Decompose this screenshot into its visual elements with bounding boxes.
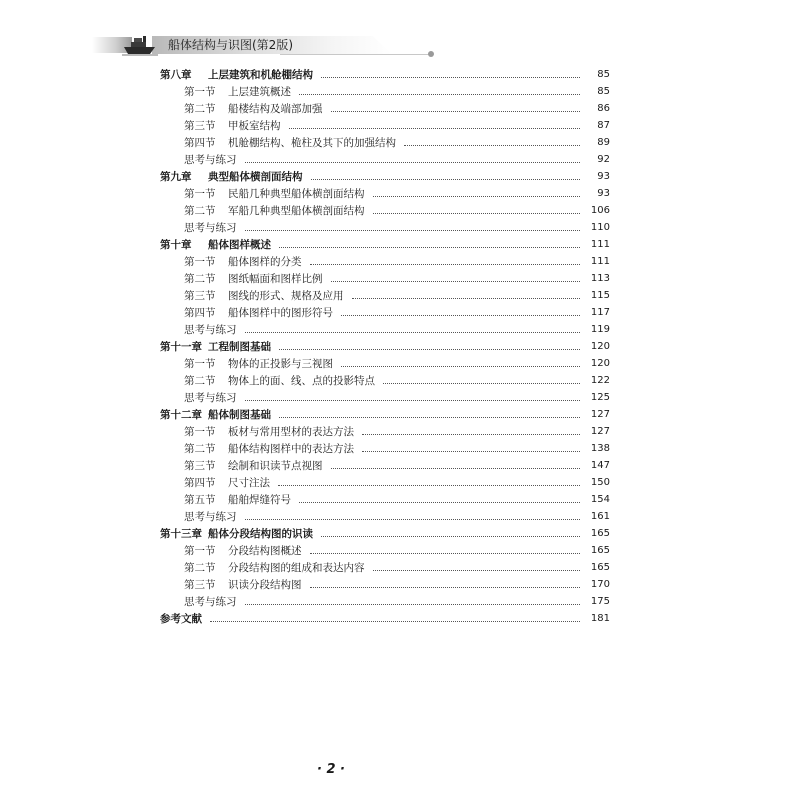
toc-entry-number: 第四节 [184,307,216,319]
toc-entry-number: 第三节 [184,120,216,132]
dot-leader [321,76,580,78]
toc-entry-number: 第三节 [184,290,216,302]
toc-entry-page: 165 [590,562,610,573]
dot-leader [311,178,581,180]
toc-entry-title: 船体图样概述 [208,239,271,251]
toc-section-row [160,202,610,219]
dot-leader [310,586,581,588]
dot-leader [210,620,580,622]
dot-leader [373,212,581,214]
toc-entry-page: 85 [597,69,610,80]
dot-leader [321,535,580,537]
dot-leader [352,297,581,299]
dot-leader [245,229,581,231]
dot-leader [383,382,580,384]
toc-entry-number: 第三节 [184,460,216,472]
header-dot [428,51,434,57]
toc-entry-title: 民船几种典型船体横剖面结构 [228,188,365,200]
toc-entry-number: 第十一章 [160,341,202,353]
toc-entry-title: 船体图样中的图形符号 [228,307,333,319]
toc-section-row [160,304,610,321]
toc-entry-number: 第十三章 [160,528,202,540]
toc-section-row [160,389,610,406]
toc-entry-title: 船楼结构及端部加强 [228,103,323,115]
toc-entry-page: 119 [590,324,610,335]
toc-section-row [160,474,610,491]
toc-section-row [160,491,610,508]
toc-entry-page: 115 [590,290,610,301]
toc-entry-title: 船体图样的分类 [228,256,302,268]
toc-entry-page: 154 [590,494,610,505]
toc-chapter-row [160,525,610,542]
toc-entry-number: 第四节 [184,137,216,149]
toc-section-row [160,83,610,100]
dot-leader [279,348,580,350]
running-header [92,34,352,58]
toc-entry-number: 第十二章 [160,409,202,421]
toc-entry-page: 138 [590,443,610,454]
toc-entry-number: 第二节 [184,562,216,574]
toc-entry-page: 120 [590,358,610,369]
toc-entry-number: 第二节 [184,375,216,387]
dot-leader [362,450,580,452]
dot-leader [404,144,580,146]
toc-entry-title: 思考与练习 [184,596,237,608]
toc-entry-number: 第三节 [184,579,216,591]
toc-entry-title: 思考与练习 [184,392,237,404]
toc-section-row [160,287,610,304]
dot-leader [245,518,581,520]
toc-chapter-row [160,338,610,355]
toc-entry-page: 150 [590,477,610,488]
header-rule [280,54,430,55]
toc-section-row [160,270,610,287]
toc-section-row [160,508,610,525]
toc-entry-number: 第四节 [184,477,216,489]
dot-leader [341,365,580,367]
toc-chapter-row [160,66,610,83]
toc-entry-page: 85 [597,86,610,97]
toc-entry-number: 第五节 [184,494,216,506]
toc-entry-number: 第二节 [184,103,216,115]
dot-leader [299,93,580,95]
toc-entry-number: 第二节 [184,273,216,285]
toc-section-row [160,185,610,202]
toc-section-row [160,253,610,270]
toc-section-row [160,372,610,389]
toc-entry-page: 110 [590,222,610,233]
toc-section-row [160,134,610,151]
toc-entry-page: 89 [597,137,610,148]
toc-entry-page: 117 [590,307,610,318]
toc-entry-title: 军船几种典型船体横剖面结构 [228,205,365,217]
toc-entry-page: 165 [590,528,610,539]
toc-entry-title: 机舱棚结构、桅柱及其下的加强结构 [228,137,396,149]
toc-entry-title: 上层建筑概述 [228,86,291,98]
dot-leader [245,161,581,163]
toc-entry-page: 111 [590,239,610,250]
toc-entry-page: 127 [590,426,610,437]
toc-entry-title: 思考与练习 [184,511,237,523]
toc-entry-title: 船体结构图样中的表达方法 [228,443,354,455]
toc-entry-title: 识读分段结构图 [228,579,302,591]
toc-entry-page: 165 [590,545,610,556]
toc-entry-page: 106 [590,205,610,216]
dot-leader [279,246,580,248]
toc-entry-title: 分段结构图概述 [228,545,302,557]
toc-entry-number: 第一节 [184,188,216,200]
toc-entry-title: 参考文献 [160,613,202,625]
toc-entry-number: 第一节 [184,426,216,438]
toc-entry-title: 绘制和识读节点视图 [228,460,323,472]
toc-chapter-row [160,406,610,423]
toc-chapter-row [160,236,610,253]
toc-entry-page: 120 [590,341,610,352]
toc-section-row [160,355,610,372]
table-of-contents [160,66,610,627]
toc-entry-page: 125 [590,392,610,403]
toc-entry-page: 87 [597,120,610,131]
toc-entry-page: 122 [590,375,610,386]
toc-entry-page: 147 [590,460,610,471]
dot-leader [245,399,581,401]
toc-entry-title: 工程制图基础 [208,341,271,353]
toc-entry-number: 第九章 [160,171,192,183]
toc-section-row [160,593,610,610]
page-number: · 2 · [317,762,345,777]
dot-leader [245,603,581,605]
toc-entry-title: 典型船体横剖面结构 [208,171,303,183]
toc-section-row [160,321,610,338]
dot-leader [245,331,581,333]
toc-entry-number: 第一节 [184,358,216,370]
toc-entry-title: 船舶焊缝符号 [228,494,291,506]
toc-entry-title: 上层建筑和机舱棚结构 [208,69,313,81]
toc-entry-title: 思考与练习 [184,324,237,336]
toc-entry-page: 86 [597,103,610,114]
toc-entry-number: 第一节 [184,256,216,268]
toc-entry-title: 图线的形式、规格及应用 [228,290,344,302]
dot-leader [289,127,581,129]
toc-chapter-row [160,168,610,185]
toc-section-row [160,423,610,440]
dot-leader [373,569,581,571]
dot-leader [331,467,581,469]
toc-section-row [160,219,610,236]
toc-entry-page: 161 [590,511,610,522]
toc-chapter-row [160,610,610,627]
toc-entry-title: 甲板室结构 [228,120,281,132]
toc-entry-title: 思考与练习 [184,154,237,166]
dot-leader [279,416,580,418]
dot-leader [362,433,580,435]
toc-entry-number: 第十章 [160,239,192,251]
toc-entry-title: 图纸幅面和图样比例 [228,273,323,285]
toc-entry-page: 92 [597,154,610,165]
dot-leader [278,484,580,486]
toc-section-row [160,117,610,134]
toc-entry-number: 第一节 [184,545,216,557]
toc-section-row [160,151,610,168]
toc-entry-number: 第八章 [160,69,192,81]
toc-entry-number: 第二节 [184,443,216,455]
toc-entry-page: 175 [590,596,610,607]
ship-icon [122,34,158,56]
toc-section-row [160,457,610,474]
header-title: 船体结构与识图(第2版) [168,38,293,52]
toc-section-row [160,542,610,559]
toc-section-row [160,576,610,593]
toc-entry-number: 第二节 [184,205,216,217]
dot-leader [373,195,581,197]
toc-entry-title: 船体分段结构图的识读 [208,528,313,540]
dot-leader [331,110,581,112]
dot-leader [299,501,580,503]
toc-entry-page: 111 [590,256,610,267]
toc-entry-page: 93 [597,171,610,182]
toc-entry-page: 181 [590,613,610,624]
dot-leader [310,552,581,554]
toc-entry-page: 170 [590,579,610,590]
toc-section-row [160,100,610,117]
toc-entry-title: 思考与练习 [184,222,237,234]
toc-section-row [160,559,610,576]
toc-entry-number: 第一节 [184,86,216,98]
toc-entry-page: 93 [597,188,610,199]
toc-entry-title: 尺寸注法 [228,477,270,489]
toc-entry-title: 板材与常用型材的表达方法 [228,426,354,438]
dot-leader [341,314,580,316]
toc-entry-page: 113 [590,273,610,284]
toc-entry-title: 物体的正投影与三视图 [228,358,333,370]
toc-entry-title: 分段结构图的组成和表达内容 [228,562,365,574]
toc-entry-page: 127 [590,409,610,420]
toc-section-row [160,440,610,457]
dot-leader [310,263,581,265]
toc-entry-title: 物体上的面、线、点的投影特点 [228,375,375,387]
toc-entry-title: 船体制图基础 [208,409,271,421]
dot-leader [331,280,581,282]
